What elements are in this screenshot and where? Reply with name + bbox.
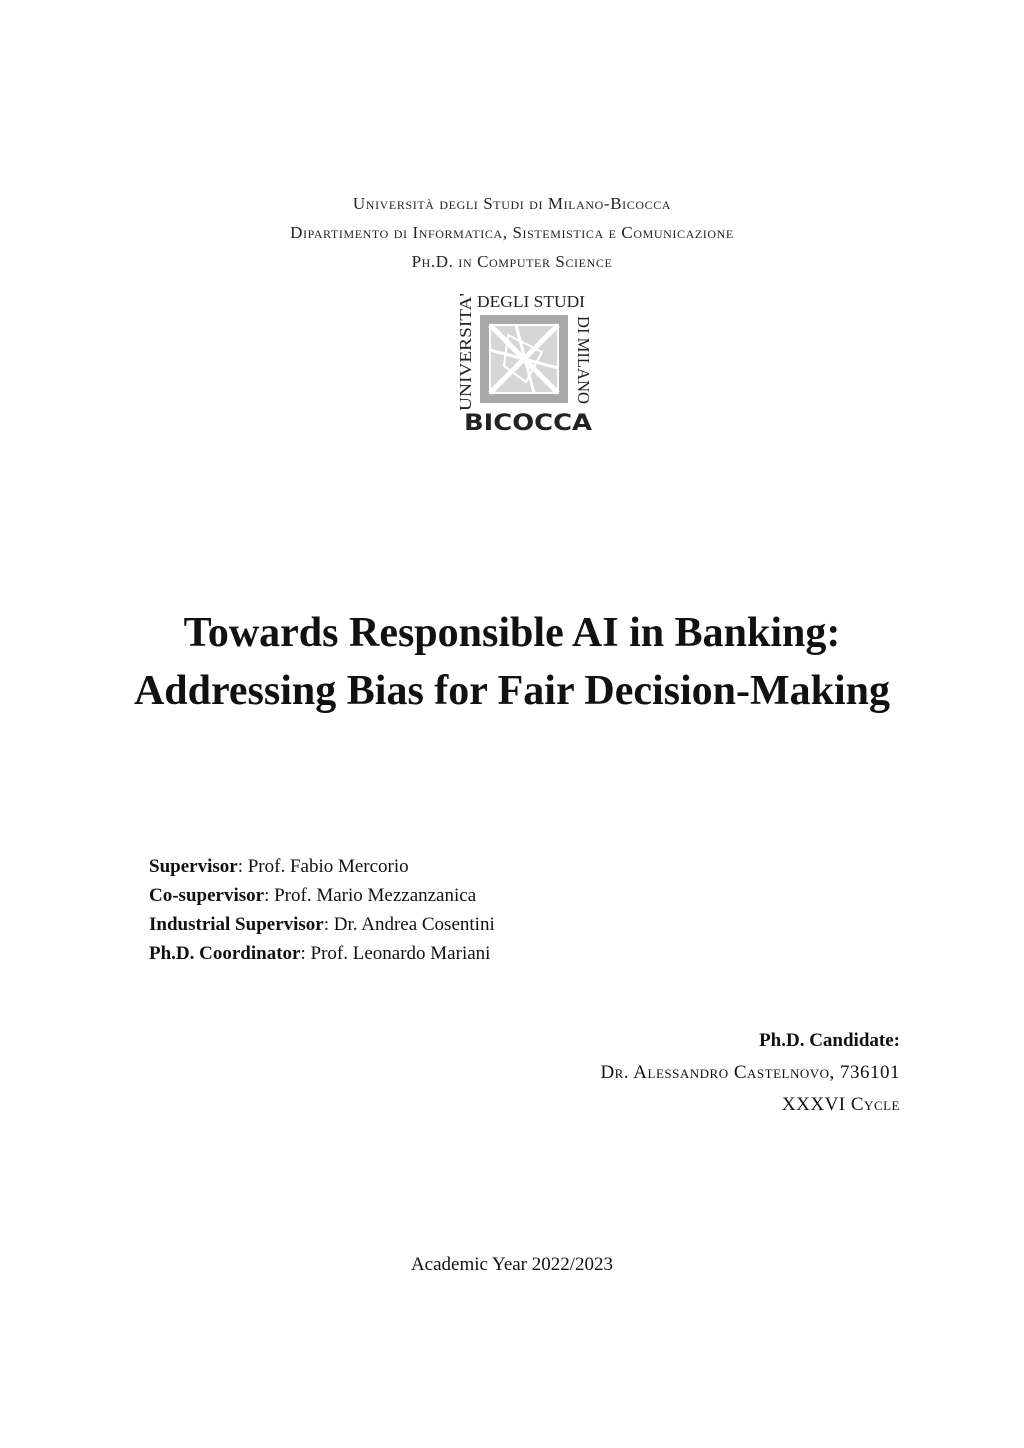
university-seal-icon	[456, 290, 594, 436]
co-supervisor-row: Co-supervisor: Prof. Mario Mezzanzanica	[149, 885, 477, 906]
institution-header	[0, 189, 1024, 276]
co-supervisor-role: Co-supervisor	[149, 885, 265, 906]
logo-left-text: UNIVERSITA'	[456, 307, 475, 411]
supervisor-row: Supervisor: Prof. Fabio Mercorio	[149, 856, 409, 877]
supervisor-name: Prof. Fabio Mercorio	[247, 856, 409, 877]
academic-year: Academic Year 2022/2023	[410, 1254, 614, 1275]
thesis-title-line-2: Addressing Bias for Fair Decision-Making	[133, 668, 891, 714]
university-logo	[456, 290, 594, 436]
supervisors-list	[149, 852, 495, 968]
industrial-supervisor-name: Dr. Andrea Cosentini	[333, 914, 495, 935]
coordinator-name: Prof. Leonardo Mariani	[310, 943, 491, 964]
candidate-block	[600, 1025, 900, 1121]
industrial-supervisor-row: Industrial Supervisor: Dr. Andrea Cosentini	[149, 914, 495, 935]
candidate-label: Ph.D. Candidate:	[759, 1030, 900, 1051]
logo-top-text: DEGLI STUDI	[477, 292, 586, 311]
industrial-supervisor-role: Industrial Supervisor	[149, 914, 324, 935]
candidate-cycle: XXXVI Cycle	[781, 1094, 900, 1115]
coordinator-row: Ph.D. Coordinator: Prof. Leonardo Mariani	[149, 943, 491, 964]
coordinator-role: Ph.D. Coordinator	[149, 943, 301, 964]
logo-bottom-text: BICOCCA	[464, 411, 592, 436]
program-name: Ph.D. in Computer Science	[411, 252, 613, 271]
thesis-title-line-1: Towards Responsible AI in Banking:	[183, 610, 841, 656]
co-supervisor-name: Prof. Mario Mezzanzanica	[274, 885, 477, 906]
supervisor-role: Supervisor	[149, 856, 238, 877]
candidate-name: Dr. Alessandro Castelnovo, 736101	[600, 1062, 900, 1083]
logo-right-text: DI MILANO	[574, 316, 593, 407]
logo-emblem	[480, 315, 568, 403]
university-name: Università degli Studi di Milano-Bicocca	[352, 194, 672, 213]
department-name: Dipartimento di Informatica, Sistemistica e Comunicazione	[290, 223, 734, 242]
thesis-title	[0, 604, 1024, 720]
